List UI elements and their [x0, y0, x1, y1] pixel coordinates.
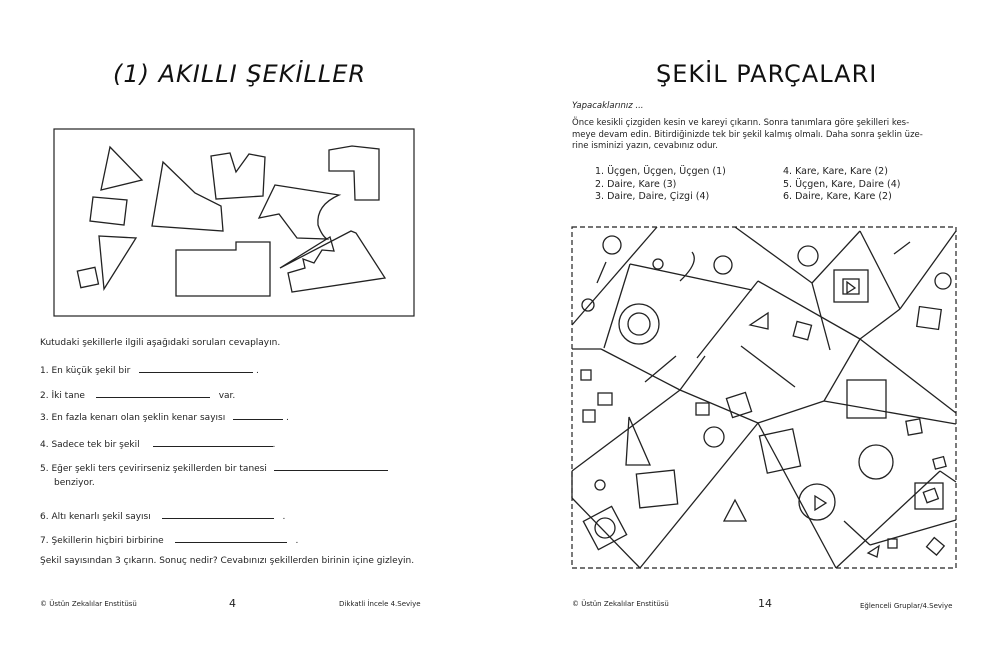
- question-7: 7. Şekillerin hiçbiri birbirine .: [40, 533, 298, 546]
- square-shape: [888, 539, 897, 548]
- question-4-label: 4. Sadece tek bir şekil: [40, 440, 140, 450]
- question-3: 3. En fazla kenarı olan şeklin kenar sayısı .: [40, 410, 289, 423]
- question-2-label: 2. İki tane: [40, 391, 85, 401]
- circle-shape: [628, 313, 650, 335]
- circle-shape: [859, 445, 893, 479]
- circle-shape: [595, 518, 615, 538]
- triangle-shape: [724, 500, 746, 521]
- footer-left-copyright: © Üstün Zekalılar Enstitüsü: [40, 600, 137, 608]
- square-shape: [696, 403, 709, 415]
- circle-shape: [603, 236, 621, 254]
- instruction-line: meye devam edin. Bitirdiğinizde tek bir şekil kalmış olmalı. Daha sonra şeklin üze-: [572, 129, 923, 140]
- square-shape: [726, 392, 751, 417]
- footer-left-series: Dikkatli İncele 4.Seviye: [339, 600, 421, 608]
- page-title-right: ŞEKİL PARÇALARI: [656, 60, 878, 88]
- square-shape: [923, 488, 938, 502]
- square-shape: [933, 457, 946, 470]
- question-1-label: 1. En küçük şekil bir: [40, 366, 131, 376]
- list-item: 5. Üçgen, Kare, Daire (4): [783, 178, 901, 190]
- list-item: 6. Daire, Kare, Kare (2): [783, 191, 892, 202]
- page-number-left: 4: [229, 597, 236, 610]
- subtitle: Yapacaklarınız ...: [572, 101, 644, 111]
- circle-shape: [619, 304, 659, 344]
- circle-shape: [595, 480, 605, 490]
- question-1: 1. En küçük şekil bir .: [40, 363, 259, 376]
- question-4: 4. Sadece tek bir şekil .: [40, 437, 275, 450]
- square-shape: [915, 483, 943, 509]
- square-shape: [598, 393, 612, 405]
- square-shape: [847, 380, 886, 418]
- list-item: 3. Daire, Daire, Çizgi (4): [595, 191, 710, 202]
- square-shape: [843, 279, 859, 294]
- line-shape: [894, 242, 910, 254]
- square-shape: [583, 506, 626, 549]
- triangle-shape: [868, 546, 879, 557]
- list-item: 2. Daire, Kare (3): [595, 178, 677, 190]
- question-3-label: 3. En fazla kenarı olan şeklin kenar sayısı: [40, 413, 226, 423]
- line-shape: [597, 262, 606, 283]
- square-shape: [834, 270, 868, 302]
- page-title-left: (1) AKILLI ŞEKİLLER: [113, 60, 367, 88]
- square-shape: [636, 470, 677, 508]
- square-shape: [927, 538, 945, 556]
- question-2-tail: var.: [218, 391, 236, 401]
- question-5-label: 5. Eğer şekli ters çevirirseniz şekillerden bir tanesi: [40, 464, 267, 474]
- question-5-tail: benziyor.: [54, 478, 95, 488]
- triangle-shape: [750, 313, 768, 329]
- question-7-label: 7. Şekillerin hiçbiri birbirine: [40, 536, 164, 546]
- circle-shape: [653, 259, 663, 269]
- square-shape: [581, 370, 591, 380]
- circle-shape: [714, 256, 732, 274]
- triangle-shape: [626, 417, 650, 465]
- square-shape: [906, 419, 922, 435]
- final-question: Şekil sayısından 3 çıkarın. Sonuç nedir? Cevabınızı şekillerden birinin içine gizleyin.: [40, 556, 415, 566]
- triangle-shape: [815, 496, 826, 510]
- instruction-line: rine isminizi yazın, cevabınız odur.: [572, 141, 718, 151]
- circle-shape: [704, 427, 724, 447]
- page-number-right: 14: [758, 597, 772, 610]
- square-shape: [917, 307, 942, 330]
- square-shape: [583, 410, 595, 422]
- list-item: 4. Kare, Kare, Kare (2): [783, 166, 888, 177]
- square-shape: [759, 429, 800, 473]
- instruction-line: Önce kesikli çizgiden kesin ve kareyi çıkarın. Sonra tanımlara göre şekilleri kes-: [572, 118, 910, 128]
- line-shape: [645, 356, 676, 382]
- footer-right-series: Eğlenceli Gruplar/4.Seviye: [860, 602, 953, 610]
- list-item: 1. Üçgen, Üçgen, Üçgen (1): [595, 166, 726, 177]
- circle-shape: [799, 484, 835, 520]
- instructions-text: Kutudaki şekillerle ilgili aşağıdaki soruları cevaplayın.: [40, 338, 281, 348]
- circle-shape: [582, 299, 594, 311]
- square-shape: [793, 321, 811, 339]
- line-shape: [741, 346, 795, 387]
- circle-shape: [798, 246, 818, 266]
- circle-shape: [935, 273, 951, 289]
- question-6-label: 6. Altı kenarlı şekil sayısı: [40, 512, 151, 522]
- footer-right-copyright: © Üstün Zekalılar Enstitüsü: [572, 600, 669, 608]
- question-6: 6. Altı kenarlı şekil sayısı .: [40, 509, 285, 522]
- triangle-shape: [847, 282, 855, 293]
